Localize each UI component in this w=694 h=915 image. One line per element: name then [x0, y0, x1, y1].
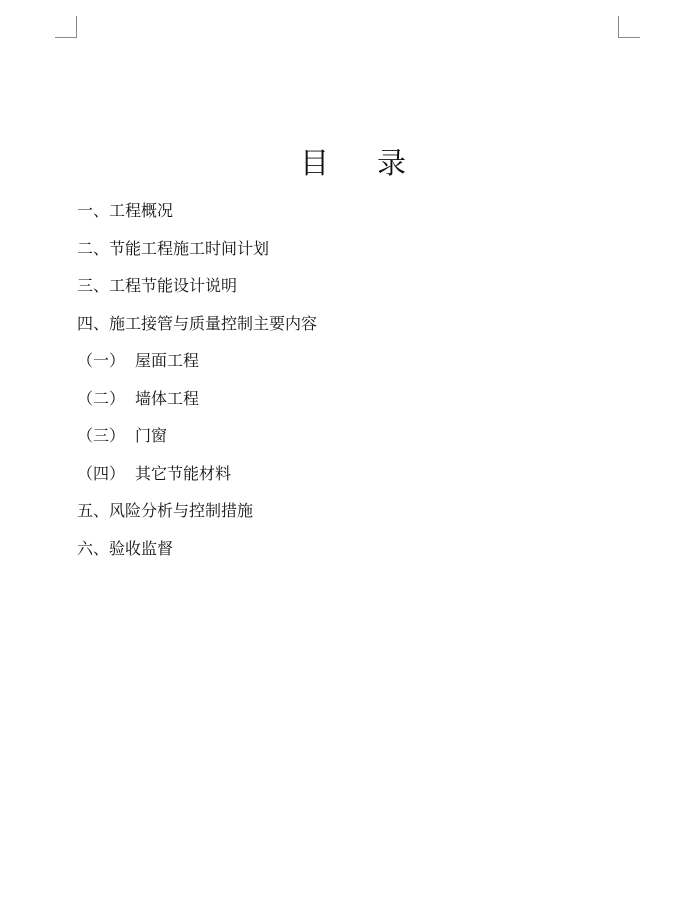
toc-number: 二、: [77, 238, 110, 258]
toc-label: 风险分析与控制措施: [109, 501, 254, 520]
toc-number: （二）: [77, 388, 126, 408]
toc-entry[interactable]: [77, 198, 317, 236]
toc-subentry[interactable]: [77, 386, 317, 424]
toc-number: 一、: [77, 201, 110, 220]
crop-mark-top-right: [618, 16, 640, 38]
page-title: [0, 143, 694, 183]
toc-label: 施工接管与质量控制主要内容: [109, 313, 318, 333]
toc-entry[interactable]: [77, 536, 317, 574]
toc-label: 其它节能材料: [135, 463, 232, 483]
toc-entry[interactable]: [77, 311, 317, 349]
toc-label: 工程概况: [109, 201, 174, 220]
toc-subentry[interactable]: [77, 461, 317, 499]
toc-number: 四、: [77, 313, 110, 333]
toc-number: 三、: [77, 276, 110, 295]
toc-entry[interactable]: [77, 236, 317, 274]
toc-number: 五、: [77, 501, 110, 520]
toc-label: 门窗: [135, 426, 168, 445]
toc-label: 节能工程施工时间计划: [109, 238, 270, 258]
toc-number: （四）: [77, 463, 126, 483]
toc-subentry[interactable]: [77, 423, 317, 461]
toc-label: 验收监督: [109, 538, 174, 558]
toc-subentry[interactable]: [77, 348, 317, 386]
toc-label: 墙体工程: [135, 388, 200, 408]
crop-mark-top-left: [55, 16, 77, 38]
toc-label: 工程节能设计说明: [109, 276, 238, 295]
toc-entry[interactable]: [77, 273, 317, 311]
toc-number: 六、: [77, 538, 110, 558]
toc-number: （三）: [77, 426, 126, 445]
title-char-1: 目: [299, 146, 329, 180]
table-of-contents: [77, 198, 317, 573]
toc-label: 屋面工程: [135, 351, 200, 370]
toc-entry[interactable]: [77, 498, 317, 536]
toc-number: （一）: [77, 351, 126, 370]
title-char-2: 录: [377, 146, 407, 180]
